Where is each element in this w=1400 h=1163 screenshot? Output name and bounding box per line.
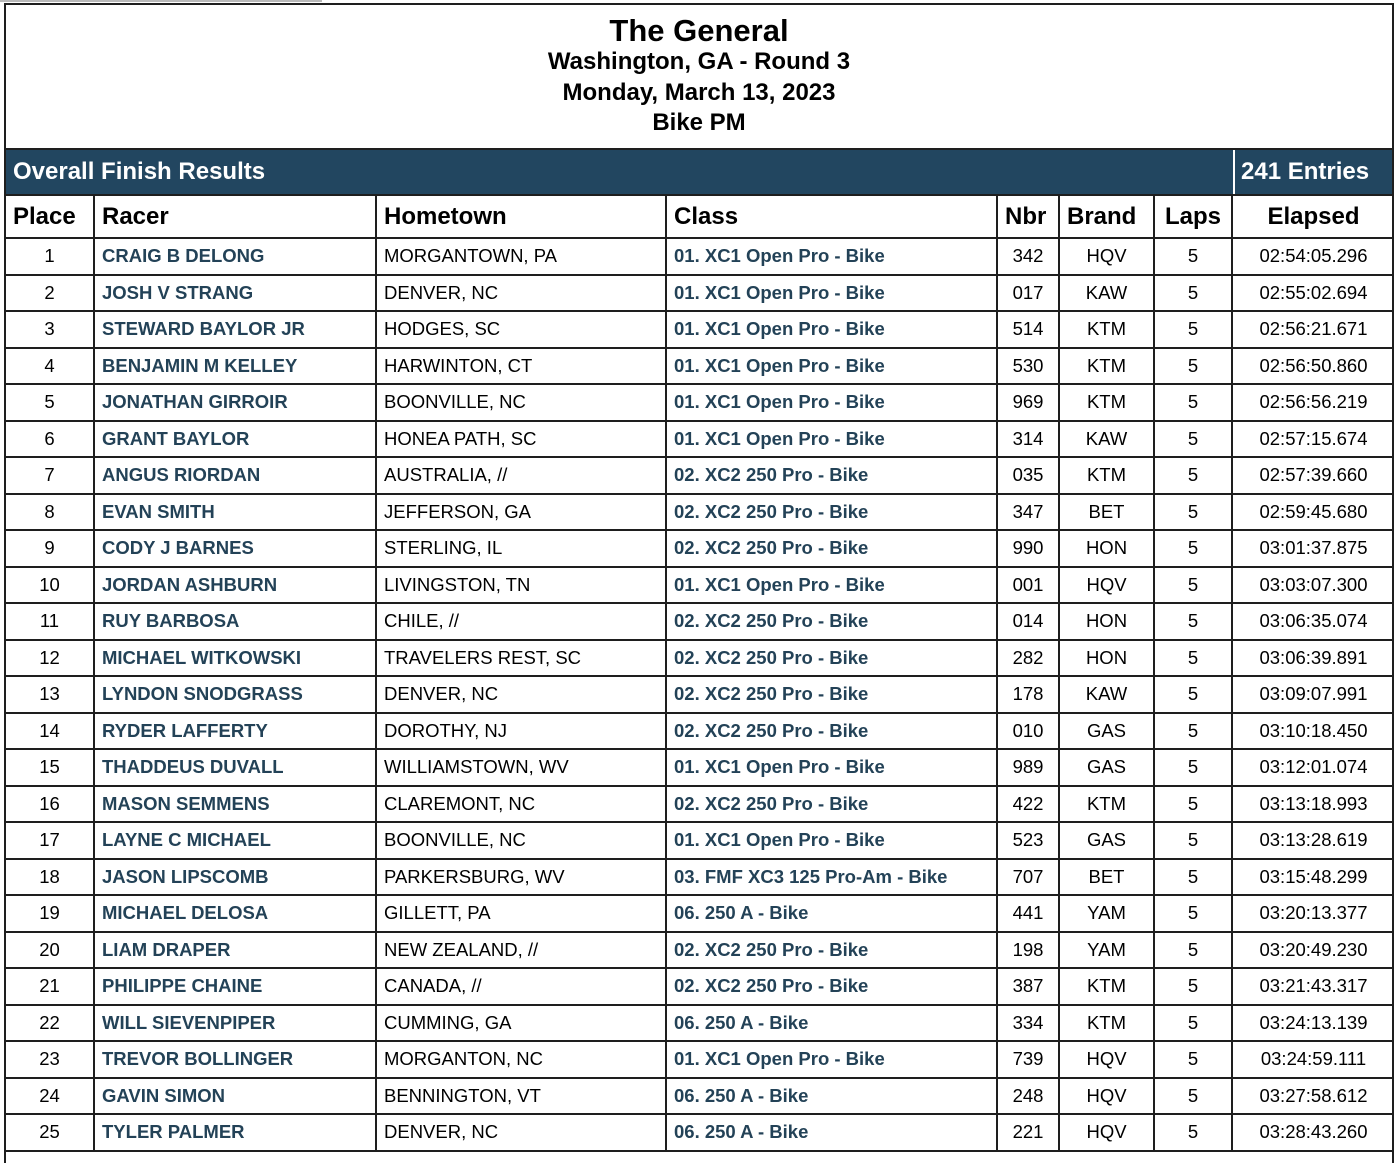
class-link[interactable]: 01. XC1 Open Pro - Bike <box>666 567 997 604</box>
racer-name-link[interactable]: RUY BARBOSA <box>94 603 376 640</box>
class-link[interactable]: 06. 250 A - Bike <box>666 895 997 932</box>
table-row <box>6 421 1394 458</box>
number-cell: 221 <box>997 1114 1059 1151</box>
place-cell: 13 <box>6 676 94 713</box>
elapsed-cell: 02:55:02.694 <box>1232 275 1394 312</box>
laps-cell: 5 <box>1154 275 1232 312</box>
racer-name-link[interactable]: WILL SIEVENPIPER <box>94 1005 376 1042</box>
hometown-cell: DENVER, NC <box>376 676 666 713</box>
place-cell: 7 <box>6 457 94 494</box>
class-link[interactable]: 02. XC2 250 Pro - Bike <box>666 786 997 823</box>
elapsed-cell: 03:13:28.619 <box>1232 822 1394 859</box>
class-link[interactable]: 01. XC1 Open Pro - Bike <box>666 275 997 312</box>
brand-cell: KTM <box>1059 384 1154 421</box>
hometown-cell: DOROTHY, NJ <box>376 713 666 750</box>
elapsed-cell: 03:15:48.299 <box>1232 859 1394 896</box>
class-link[interactable]: 02. XC2 250 Pro - Bike <box>666 640 997 677</box>
laps-cell: 5 <box>1154 1114 1232 1151</box>
number-cell: 422 <box>997 786 1059 823</box>
laps-cell: 5 <box>1154 384 1232 421</box>
place-cell: 15 <box>6 749 94 786</box>
hometown-cell: CHILE, // <box>376 603 666 640</box>
elapsed-cell: 03:13:18.993 <box>1232 786 1394 823</box>
col-elapsed-header: Elapsed <box>1232 196 1394 238</box>
col-brand-header: Brand <box>1059 196 1154 238</box>
brand-cell: GAS <box>1059 749 1154 786</box>
number-cell: 530 <box>997 348 1059 385</box>
brand-cell: HQV <box>1059 1114 1154 1151</box>
brand-cell: HQV <box>1059 1078 1154 1115</box>
brand-cell: KAW <box>1059 275 1154 312</box>
col-hometown-header: Hometown <box>376 196 666 238</box>
place-cell: 16 <box>6 786 94 823</box>
table-header-row <box>6 196 1394 238</box>
elapsed-cell: 02:54:05.296 <box>1232 238 1394 275</box>
racer-name-link[interactable]: MICHAEL DELOSA <box>94 895 376 932</box>
racer-name-link[interactable]: CODY J BARNES <box>94 530 376 567</box>
table-row <box>6 567 1394 604</box>
racer-name-link[interactable]: EVAN SMITH <box>94 494 376 531</box>
brand-cell: HQV <box>1059 1041 1154 1078</box>
elapsed-cell: 02:57:15.674 <box>1232 421 1394 458</box>
class-link[interactable]: 01. XC1 Open Pro - Bike <box>666 749 997 786</box>
number-cell: 314 <box>997 421 1059 458</box>
number-cell: 282 <box>997 640 1059 677</box>
hometown-cell: CANADA, // <box>376 968 666 1005</box>
place-cell: 2 <box>6 275 94 312</box>
brand-cell: HON <box>1059 603 1154 640</box>
racer-name-link[interactable]: PHILIPPE CHAINE <box>94 968 376 1005</box>
brand-cell: KTM <box>1059 311 1154 348</box>
laps-cell: 5 <box>1154 786 1232 823</box>
table-row <box>6 1078 1394 1115</box>
table-row <box>6 932 1394 969</box>
table-row <box>6 676 1394 713</box>
results-header-bar <box>6 148 1392 196</box>
event-session: Bike PM <box>652 109 746 136</box>
laps-cell: 5 <box>1154 311 1232 348</box>
number-cell: 248 <box>997 1078 1059 1115</box>
elapsed-cell: 03:24:13.139 <box>1232 1005 1394 1042</box>
place-cell: 20 <box>6 932 94 969</box>
hometown-cell: DENVER, NC <box>376 1114 666 1151</box>
brand-cell: BET <box>1059 494 1154 531</box>
table-row <box>6 1005 1394 1042</box>
class-link[interactable]: 06. 250 A - Bike <box>666 1005 997 1042</box>
place-cell: 9 <box>6 530 94 567</box>
hometown-cell: BOONVILLE, NC <box>376 822 666 859</box>
elapsed-cell: 03:12:01.074 <box>1232 749 1394 786</box>
place-cell: 21 <box>6 968 94 1005</box>
table-row <box>6 895 1394 932</box>
class-link[interactable]: 03. FMF XC3 125 Pro-Am - Bike <box>666 859 997 896</box>
place-cell: 19 <box>6 895 94 932</box>
laps-cell: 5 <box>1154 530 1232 567</box>
entries-count: 241 Entries <box>1233 150 1392 194</box>
laps-cell: 5 <box>1154 348 1232 385</box>
laps-cell: 5 <box>1154 676 1232 713</box>
racer-name-link[interactable]: ANGUS RIORDAN <box>94 457 376 494</box>
number-cell: 969 <box>997 384 1059 421</box>
brand-cell: BET <box>1059 859 1154 896</box>
table-row <box>6 822 1394 859</box>
place-cell: 22 <box>6 1005 94 1042</box>
class-link[interactable]: 06. 250 A - Bike <box>666 1114 997 1151</box>
number-cell: 739 <box>997 1041 1059 1078</box>
elapsed-cell: 03:24:59.111 <box>1232 1041 1394 1078</box>
results-label: Overall Finish Results <box>13 158 266 185</box>
hometown-cell: NEW ZEALAND, // <box>376 932 666 969</box>
hometown-cell: BENNINGTON, VT <box>376 1078 666 1115</box>
laps-cell: 5 <box>1154 494 1232 531</box>
elapsed-cell: 03:10:18.450 <box>1232 713 1394 750</box>
number-cell: 035 <box>997 457 1059 494</box>
hometown-cell: TRAVELERS REST, SC <box>376 640 666 677</box>
brand-cell: GAS <box>1059 713 1154 750</box>
hometown-cell: JEFFERSON, GA <box>376 494 666 531</box>
class-link[interactable]: 01. XC1 Open Pro - Bike <box>666 421 997 458</box>
class-link[interactable]: 02. XC2 250 Pro - Bike <box>666 530 997 567</box>
results-table <box>6 196 1394 1152</box>
elapsed-cell: 03:20:49.230 <box>1232 932 1394 969</box>
place-cell: 5 <box>6 384 94 421</box>
laps-cell: 5 <box>1154 859 1232 896</box>
col-nbr-header: Nbr <box>997 196 1059 238</box>
elapsed-cell: 02:59:45.680 <box>1232 494 1394 531</box>
brand-cell: HQV <box>1059 567 1154 604</box>
place-cell: 11 <box>6 603 94 640</box>
class-link[interactable]: 02. XC2 250 Pro - Bike <box>666 713 997 750</box>
number-cell: 014 <box>997 603 1059 640</box>
place-cell: 14 <box>6 713 94 750</box>
brand-cell: KTM <box>1059 348 1154 385</box>
number-cell: 198 <box>997 932 1059 969</box>
laps-cell: 5 <box>1154 238 1232 275</box>
table-row <box>6 859 1394 896</box>
laps-cell: 5 <box>1154 640 1232 677</box>
col-racer-header: Racer <box>94 196 376 238</box>
table-row <box>6 238 1394 275</box>
brand-cell: HQV <box>1059 238 1154 275</box>
number-cell: 017 <box>997 275 1059 312</box>
racer-name-link[interactable]: GRANT BAYLOR <box>94 421 376 458</box>
col-class-header: Class <box>666 196 997 238</box>
racer-name-link[interactable]: CRAIG B DELONG <box>94 238 376 275</box>
hometown-cell: HODGES, SC <box>376 311 666 348</box>
brand-cell: YAM <box>1059 932 1154 969</box>
place-cell: 25 <box>6 1114 94 1151</box>
results-body <box>6 238 1394 1151</box>
table-row <box>6 603 1394 640</box>
table-row <box>6 530 1394 567</box>
place-cell: 23 <box>6 1041 94 1078</box>
hometown-cell: HONEA PATH, SC <box>376 421 666 458</box>
hometown-cell: WILLIAMSTOWN, WV <box>376 749 666 786</box>
number-cell: 989 <box>997 749 1059 786</box>
racer-name-link[interactable]: MICHAEL WITKOWSKI <box>94 640 376 677</box>
racer-name-link[interactable]: BENJAMIN M KELLEY <box>94 348 376 385</box>
table-row <box>6 311 1394 348</box>
number-cell: 441 <box>997 895 1059 932</box>
class-link[interactable]: 01. XC1 Open Pro - Bike <box>666 348 997 385</box>
laps-cell: 5 <box>1154 421 1232 458</box>
results-frame <box>4 3 1394 1163</box>
place-cell: 1 <box>6 238 94 275</box>
brand-cell: KTM <box>1059 457 1154 494</box>
number-cell: 010 <box>997 713 1059 750</box>
elapsed-cell: 02:57:39.660 <box>1232 457 1394 494</box>
brand-cell: KTM <box>1059 786 1154 823</box>
table-row <box>6 457 1394 494</box>
racer-name-link[interactable]: RYDER LAFFERTY <box>94 713 376 750</box>
table-row <box>6 494 1394 531</box>
class-link[interactable]: 01. XC1 Open Pro - Bike <box>666 238 997 275</box>
racer-name-link[interactable]: MASON SEMMENS <box>94 786 376 823</box>
number-cell: 334 <box>997 1005 1059 1042</box>
racer-name-link[interactable]: STEWARD BAYLOR JR <box>94 311 376 348</box>
hometown-cell: MORGANTOWN, PA <box>376 238 666 275</box>
number-cell: 514 <box>997 311 1059 348</box>
top-scroll-line <box>0 0 322 2</box>
elapsed-cell: 03:27:58.612 <box>1232 1078 1394 1115</box>
laps-cell: 5 <box>1154 1005 1232 1042</box>
col-place-header: Place <box>6 196 94 238</box>
laps-cell: 5 <box>1154 749 1232 786</box>
hometown-cell: DENVER, NC <box>376 275 666 312</box>
laps-cell: 5 <box>1154 603 1232 640</box>
table-row <box>6 713 1394 750</box>
laps-cell: 5 <box>1154 1078 1232 1115</box>
racer-name-link[interactable]: GAVIN SIMON <box>94 1078 376 1115</box>
elapsed-cell: 02:56:21.671 <box>1232 311 1394 348</box>
laps-cell: 5 <box>1154 895 1232 932</box>
title-block <box>6 5 1392 148</box>
class-link[interactable]: 02. XC2 250 Pro - Bike <box>666 603 997 640</box>
place-cell: 10 <box>6 567 94 604</box>
elapsed-cell: 02:56:50.860 <box>1232 348 1394 385</box>
table-row <box>6 968 1394 1005</box>
class-link[interactable]: 01. XC1 Open Pro - Bike <box>666 311 997 348</box>
brand-cell: KAW <box>1059 676 1154 713</box>
elapsed-cell: 02:56:56.219 <box>1232 384 1394 421</box>
place-cell: 8 <box>6 494 94 531</box>
class-link[interactable]: 02. XC2 250 Pro - Bike <box>666 676 997 713</box>
racer-name-link[interactable]: JOSH V STRANG <box>94 275 376 312</box>
laps-cell: 5 <box>1154 1041 1232 1078</box>
col-laps-header: Laps <box>1154 196 1232 238</box>
table-row <box>6 384 1394 421</box>
table-row <box>6 275 1394 312</box>
racer-name-link[interactable]: JASON LIPSCOMB <box>94 859 376 896</box>
place-cell: 3 <box>6 311 94 348</box>
racer-name-link[interactable]: TYLER PALMER <box>94 1114 376 1151</box>
racer-name-link[interactable]: THADDEUS DUVALL <box>94 749 376 786</box>
number-cell: 178 <box>997 676 1059 713</box>
class-link[interactable]: 02. XC2 250 Pro - Bike <box>666 932 997 969</box>
racer-name-link[interactable]: TREVOR BOLLINGER <box>94 1041 376 1078</box>
racer-name-link[interactable]: JONATHAN GIRROIR <box>94 384 376 421</box>
elapsed-cell: 03:03:07.300 <box>1232 567 1394 604</box>
hometown-cell: STERLING, IL <box>376 530 666 567</box>
class-link[interactable]: 01. XC1 Open Pro - Bike <box>666 1041 997 1078</box>
brand-cell: GAS <box>1059 822 1154 859</box>
number-cell: 001 <box>997 567 1059 604</box>
laps-cell: 5 <box>1154 822 1232 859</box>
hometown-cell: GILLETT, PA <box>376 895 666 932</box>
racer-name-link[interactable]: LAYNE C MICHAEL <box>94 822 376 859</box>
number-cell: 387 <box>997 968 1059 1005</box>
brand-cell: HON <box>1059 640 1154 677</box>
event-location: Washington, GA - Round 3 <box>547 48 851 75</box>
racer-name-link[interactable]: LIAM DRAPER <box>94 932 376 969</box>
elapsed-cell: 03:09:07.991 <box>1232 676 1394 713</box>
class-link[interactable]: 01. XC1 Open Pro - Bike <box>666 822 997 859</box>
laps-cell: 5 <box>1154 567 1232 604</box>
table-row <box>6 1041 1394 1078</box>
laps-cell: 5 <box>1154 457 1232 494</box>
brand-cell: KTM <box>1059 1005 1154 1042</box>
hometown-cell: CUMMING, GA <box>376 1005 666 1042</box>
brand-cell: HON <box>1059 530 1154 567</box>
hometown-cell: MORGANTON, NC <box>376 1041 666 1078</box>
elapsed-cell: 03:20:13.377 <box>1232 895 1394 932</box>
place-cell: 18 <box>6 859 94 896</box>
place-cell: 4 <box>6 348 94 385</box>
table-row <box>6 786 1394 823</box>
class-link[interactable]: 02. XC2 250 Pro - Bike <box>666 968 997 1005</box>
table-row <box>6 1114 1394 1151</box>
hometown-cell: LIVINGSTON, TN <box>376 567 666 604</box>
place-cell: 17 <box>6 822 94 859</box>
event-date: Monday, March 13, 2023 <box>562 78 836 106</box>
number-cell: 523 <box>997 822 1059 859</box>
class-link[interactable]: 02. XC2 250 Pro - Bike <box>666 494 997 531</box>
elapsed-cell: 03:28:43.260 <box>1232 1114 1394 1151</box>
brand-cell: KAW <box>1059 421 1154 458</box>
table-row <box>6 348 1394 385</box>
elapsed-cell: 03:06:35.074 <box>1232 603 1394 640</box>
hometown-cell: BOONVILLE, NC <box>376 384 666 421</box>
laps-cell: 5 <box>1154 932 1232 969</box>
elapsed-cell: 03:01:37.875 <box>1232 530 1394 567</box>
racer-name-link[interactable]: LYNDON SNODGRASS <box>94 676 376 713</box>
hometown-cell: HARWINTON, CT <box>376 348 666 385</box>
brand-cell: KTM <box>1059 968 1154 1005</box>
laps-cell: 5 <box>1154 968 1232 1005</box>
place-cell: 12 <box>6 640 94 677</box>
number-cell: 707 <box>997 859 1059 896</box>
hometown-cell: AUSTRALIA, // <box>376 457 666 494</box>
class-link[interactable]: 06. 250 A - Bike <box>666 1078 997 1115</box>
number-cell: 342 <box>997 238 1059 275</box>
brand-cell: YAM <box>1059 895 1154 932</box>
class-link[interactable]: 02. XC2 250 Pro - Bike <box>666 457 997 494</box>
number-cell: 347 <box>997 494 1059 531</box>
elapsed-cell: 03:06:39.891 <box>1232 640 1394 677</box>
table-row <box>6 640 1394 677</box>
table-row <box>6 749 1394 786</box>
racer-name-link[interactable]: JORDAN ASHBURN <box>94 567 376 604</box>
elapsed-cell: 03:21:43.317 <box>1232 968 1394 1005</box>
number-cell: 990 <box>997 530 1059 567</box>
place-cell: 6 <box>6 421 94 458</box>
event-title: The General <box>609 13 789 48</box>
laps-cell: 5 <box>1154 713 1232 750</box>
class-link[interactable]: 01. XC1 Open Pro - Bike <box>666 384 997 421</box>
place-cell: 24 <box>6 1078 94 1115</box>
hometown-cell: PARKERSBURG, WV <box>376 859 666 896</box>
hometown-cell: CLAREMONT, NC <box>376 786 666 823</box>
